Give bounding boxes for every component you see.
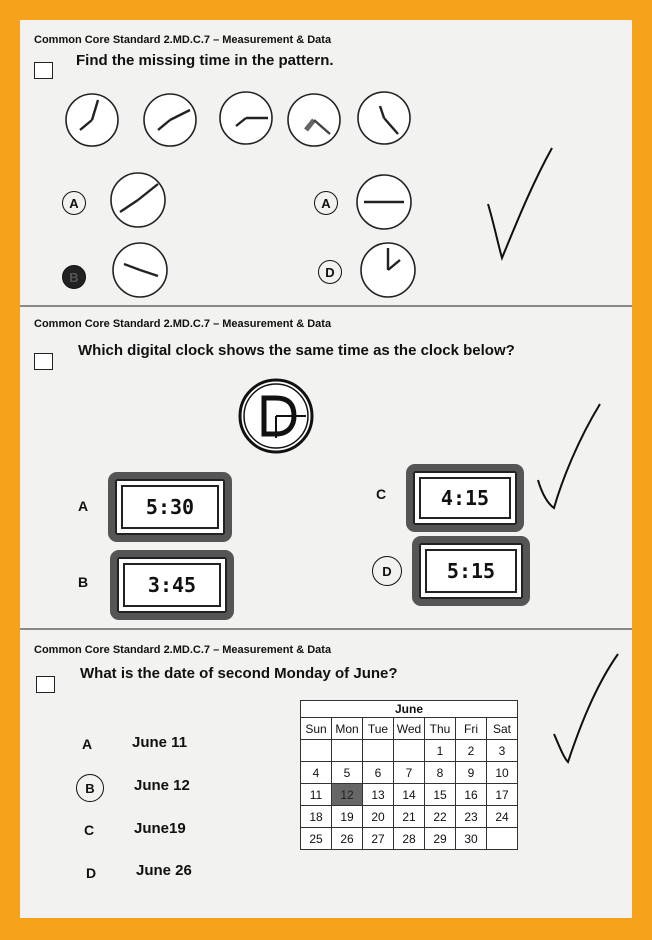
- calendar-day: 2: [456, 740, 487, 762]
- calendar-day: [487, 828, 518, 850]
- calendar-day: 11: [301, 784, 332, 806]
- pattern-clock-4: [288, 94, 340, 146]
- calendar-day: 1: [425, 740, 456, 762]
- q2-standard: Common Core Standard 2.MD.C.7 – Measurement & Data: [34, 318, 332, 330]
- q2-option-d-label[interactable]: D: [372, 556, 402, 586]
- q1-option-b-clock: [110, 240, 170, 300]
- calendar-day: 9: [456, 762, 487, 784]
- calendar-day: 24: [487, 806, 518, 828]
- calendar-day: 6: [363, 762, 394, 784]
- calendar-weekday: Mon: [332, 718, 363, 740]
- q2-time-d: 5:15: [425, 549, 517, 593]
- calendar-day: [301, 740, 332, 762]
- calendar-day: 27: [363, 828, 394, 850]
- calendar-day: 4: [301, 762, 332, 784]
- q2-analog-clock: [236, 376, 316, 456]
- worksheet-page: [20, 20, 632, 918]
- q3-option-d-text[interactable]: June 26: [136, 862, 192, 879]
- q3-option-b-text[interactable]: June 12: [134, 777, 190, 794]
- q1-standard: Common Core Standard 2.MD.C.7 – Measurement & Data: [34, 34, 332, 46]
- calendar-day: 18: [301, 806, 332, 828]
- q1-checkbox[interactable]: [34, 62, 53, 79]
- checkmark-2: [532, 400, 612, 510]
- pattern-clock-2: [144, 94, 196, 146]
- q2-checkbox[interactable]: [34, 353, 53, 370]
- calendar-day: 15: [425, 784, 456, 806]
- calendar-day: 28: [394, 828, 425, 850]
- q3-option-a-text[interactable]: June 11: [132, 734, 188, 751]
- checkmark-1: [480, 144, 560, 264]
- q2-option-b-label[interactable]: B: [78, 574, 89, 590]
- calendar-day: 17: [487, 784, 518, 806]
- q3-option-c-text[interactable]: June19: [134, 820, 186, 837]
- calendar-day: 21: [394, 806, 425, 828]
- calendar-week-row: [301, 740, 518, 762]
- calendar-day: 16: [456, 784, 487, 806]
- pattern-clock-5: [358, 92, 410, 144]
- q2-digital-clock-b[interactable]: [110, 550, 234, 620]
- pattern-clock-3: [220, 92, 272, 144]
- calendar-week-row: [301, 806, 518, 828]
- q3-checkbox[interactable]: [36, 676, 55, 693]
- calendar-day: 26: [332, 828, 363, 850]
- calendar-day-highlighted: 12: [332, 784, 363, 806]
- q3-standard: Common Core Standard 2.MD.C.7 – Measurement & Data: [34, 644, 332, 656]
- q1-option-a-left[interactable]: A: [62, 191, 86, 215]
- calendar-day: 14: [394, 784, 425, 806]
- calendar-day: 22: [425, 806, 456, 828]
- june-calendar: [300, 700, 518, 850]
- calendar-day: [332, 740, 363, 762]
- q1-question: Find the missing time in the pattern.: [76, 52, 334, 69]
- calendar-day: [394, 740, 425, 762]
- q1-option-a-left-clock: [108, 170, 168, 230]
- q3-option-d-label[interactable]: D: [86, 865, 97, 881]
- calendar-weekday: Sun: [301, 718, 332, 740]
- calendar-weekday: Thu: [425, 718, 456, 740]
- q1-option-d-clock: [358, 240, 418, 300]
- calendar-month: June: [301, 701, 518, 718]
- q2-question: Which digital clock shows the same time as the clock below?: [78, 342, 515, 359]
- calendar-week-row: [301, 784, 518, 806]
- calendar-weekday: Sat: [487, 718, 518, 740]
- q3-option-b-label[interactable]: B: [76, 774, 104, 802]
- section-divider-2: [20, 628, 632, 630]
- calendar-weekday: Fri: [456, 718, 487, 740]
- q2-time-b: 3:45: [123, 563, 221, 607]
- q1-option-a-right-clock: [354, 172, 414, 232]
- calendar-day: 5: [332, 762, 363, 784]
- q3-option-a-label[interactable]: A: [82, 736, 93, 752]
- calendar-day: 8: [425, 762, 456, 784]
- checkmark-3: [550, 648, 630, 768]
- calendar-day: 23: [456, 806, 487, 828]
- calendar-weekday: Tue: [363, 718, 394, 740]
- q2-digital-clock-d[interactable]: [412, 536, 530, 606]
- calendar-week-row: [301, 762, 518, 784]
- calendar-day: 13: [363, 784, 394, 806]
- calendar-weekday: Wed: [394, 718, 425, 740]
- q2-time-c: 4:15: [419, 477, 511, 519]
- calendar-day: 19: [332, 806, 363, 828]
- q2-time-a: 5:30: [121, 485, 219, 529]
- calendar-day: 7: [394, 762, 425, 784]
- q1-option-b[interactable]: B: [62, 265, 86, 289]
- calendar-day: 10: [487, 762, 518, 784]
- q3-option-c-label[interactable]: C: [84, 822, 95, 838]
- q2-digital-clock-a[interactable]: [108, 472, 232, 542]
- q1-option-d[interactable]: D: [318, 260, 342, 284]
- q3-question: What is the date of second Monday of June?: [80, 665, 398, 682]
- calendar-day: 29: [425, 828, 456, 850]
- pattern-clock-1: [66, 94, 118, 146]
- calendar-day: [363, 740, 394, 762]
- q2-digital-clock-c[interactable]: [406, 464, 524, 532]
- calendar-day: 20: [363, 806, 394, 828]
- calendar-day: 25: [301, 828, 332, 850]
- q2-option-c-label[interactable]: C: [376, 486, 387, 502]
- calendar-day: 3: [487, 740, 518, 762]
- calendar-week-row: [301, 828, 518, 850]
- q1-option-a-right[interactable]: A: [314, 191, 338, 215]
- section-divider-1: [20, 305, 632, 307]
- q2-option-a-label[interactable]: A: [78, 498, 89, 514]
- calendar-day: 30: [456, 828, 487, 850]
